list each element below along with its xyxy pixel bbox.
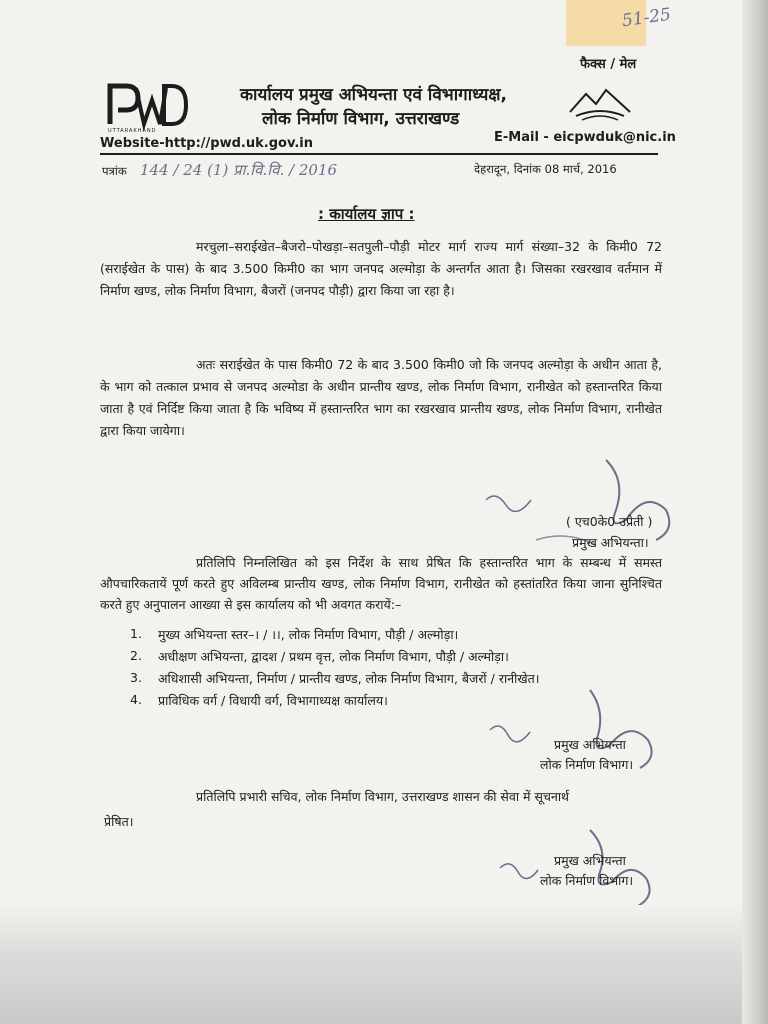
fax-mail-label: फैक्स / मेल: [580, 57, 637, 72]
document-date: देहरादून, दिनांक 08 मार्च, 2016: [474, 162, 617, 176]
copy-list-item-2: अधीक्षण अभियन्ता, द्वादश / प्रथम वृत्त, लोक निर्माण विभाग, पौड़ी / अल्मोड़ा।: [158, 649, 509, 664]
signatory-designation-1: प्रमुख अभियन्ता।: [572, 535, 649, 550]
copy-list-num-2: 2.: [130, 648, 142, 663]
copy-paragraph-2-line1: प्रतिलिपि प्रभारी सचिव, लोक निर्माण विभाग, उत्तराखण्ड शासन की सेवा में सूचनार्थ: [196, 789, 570, 804]
signatory-name: ( एच0के0 उप्रेती ): [566, 514, 653, 529]
website-link: Website-http://pwd.uk.gov.in: [100, 136, 314, 151]
header-divider: [100, 153, 658, 155]
signatory-department-3: लोक निर्माण विभाग।: [540, 873, 634, 888]
memo-paragraph-2: अतः सराईखेत के पास किमी0 72 के बाद 3.500 किमी0 जो कि जनपद अल्मोड़ा के अधीन आता है, के भाग को तत्काल प्रभाव से जनपद अल्मोडा के अधीन प्रान्तीय खण्ड, लोक निर्माण विभाग, रानीखेत को हस्तान्तरित किया जाता है एवं निर्दिष्ट किया जाता है कि भविष्य में हस्तान्तरित भाग का रखरखाव प्रान्तीय खण्ड, लोक निर्माण विभाग, रानीखेत द्वारा किया जायेगा।: [100, 357, 662, 438]
ref-label: पत्रांक: [102, 164, 127, 178]
copy-list-num-1: 1.: [130, 626, 142, 641]
signatory-designation-2: प्रमुख अभियन्ता: [554, 737, 626, 752]
copy-list-num-3: 3.: [130, 670, 142, 685]
copy-list-item-4: प्राविधिक वर्ग / विधायी वर्ग, विभागाध्यक्ष कार्यालय।: [158, 693, 388, 708]
copy-list-item-3: अधिशासी अभियन्ता, निर्माण / प्रान्तीय खण्ड, लोक निर्माण विभाग, बैजरों / रानीखेत।: [158, 671, 540, 686]
copy-list-num-4: 4.: [130, 692, 142, 707]
logo-subtext: UTTARAKHAND: [108, 128, 157, 134]
memo-title: : कार्यालय ज्ञाप :: [318, 205, 415, 223]
pwd-logo-icon: [104, 80, 188, 132]
signatory-department-2: लोक निर्माण विभाग।: [540, 757, 634, 772]
right-edge-shadow: [742, 0, 768, 1024]
memo-paragraph-1: मरचुला–सराईखेत–बैजरो–पोखड़ा–सतपुली–पौड़ी मोटर मार्ग राज्य मार्ग संख्या–32 के किमी0 72 (सराईखेत के पास) के बाद 3.500 किमी0 का भाग जनपद अल्मोड़ा के अन्तर्गत आता है। जिसका रखरखाव वर्तमान में निर्माण खण्ड, लोक निर्माण विभाग, बैजरों (जनपद पौड़ी) द्वारा किया जा रहा है।: [100, 239, 662, 298]
mountain-emblem-icon: [566, 82, 634, 122]
office-title-line1: कार्यालय प्रमुख अभियन्ता एवं विभागाध्यक्ष,: [240, 85, 507, 105]
corner-handwriting: 51-25: [620, 4, 673, 32]
bottom-bleedthrough-area: [0, 905, 768, 1024]
copy-paragraph-2-line2: प्रेषित।: [104, 814, 134, 829]
office-title-line2: लोक निर्माण विभाग, उत्तराखण्ड: [262, 109, 460, 129]
copy-paragraph: प्रतिलिपि निम्नलिखित को इस निर्देश के साथ प्रेषित कि हस्तान्तरित भाग के सम्बन्ध में समस्त औपचारिकतायें पूर्ण करते हुए अविलम्ब प्रान्तीय खण्ड, लोक निर्माण विभाग, रानीखेत को हस्तांतरित किया जाना सुनिश्चित करते हुए अनुपालन आख्या से इस कार्यालय को भी अवगत करायें:–: [100, 555, 662, 612]
ref-number: 144 / 24 (1) प्रा.वि.वि. / 2016: [140, 161, 338, 179]
copy-list-item-1: मुख्य अभियन्ता स्तर–। / ।।, लोक निर्माण विभाग, पौड़ी / अल्मोड़ा।: [158, 627, 459, 642]
email-address: E-Mail - eicpwduk@nic.in: [494, 130, 676, 145]
signatory-designation-3: प्रमुख अभियन्ता: [554, 853, 626, 868]
